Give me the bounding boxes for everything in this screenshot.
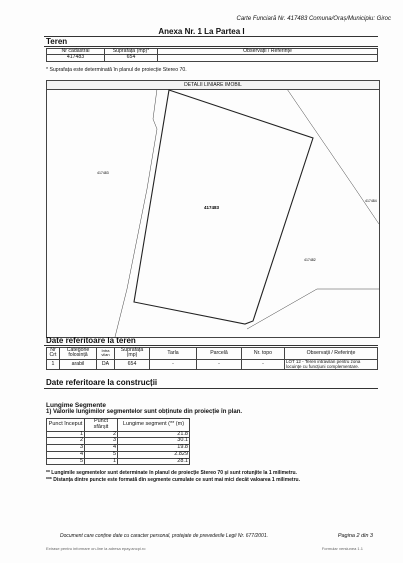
divider (44, 36, 378, 37)
hdr-intravilan: Intra vilan (97, 348, 115, 360)
seg-start: 2 (47, 438, 85, 445)
neighbor-boundary (115, 89, 157, 337)
carte-funciara-header: Carte Funciară Nr. 417483 Comuna/Oraș/Municipiu: Giroc (236, 16, 391, 22)
divider (44, 46, 378, 47)
seg-length: 28.1 (118, 458, 190, 465)
plan-detalii (46, 80, 380, 338)
hdr-lungime: Lungime segment (** (m) (118, 419, 190, 432)
divider (44, 345, 378, 346)
seg-length: 30.1 (118, 438, 190, 445)
hdr-categorie: Categorie folosință (60, 348, 97, 360)
segmente-subtitle: 1) Valorile lungimilor segmentelor sunt obținute din proiecție în plan. (46, 409, 243, 415)
suprafata-note: * Suprafața este determinată în planul de proiecție Stereo 70. (46, 67, 187, 73)
page-number: Pagina 2 din 3 (337, 533, 373, 539)
col-nr-cadastral: Nr cadastral (47, 49, 105, 55)
hdr-punct-sfarsit: Punct sfârșit (85, 419, 118, 432)
seg-length: 21.8 (118, 431, 190, 438)
suprafata-value: 654 (105, 55, 158, 61)
parcel-plan-drawing (47, 89, 379, 337)
constructii-title: Date referitoare la construcții (46, 378, 158, 387)
parcel-outline (134, 90, 313, 324)
segmente-note-1: ** Lungimile segmentelor sunt determinate în planul de proiecție Stereo 70 și sunt rotunjite la 1 milimetru. (46, 470, 297, 476)
col-observatii: Observații / Referințe (158, 49, 378, 55)
neighbor-label: 417482 (304, 258, 316, 262)
seg-start: 4 (47, 451, 85, 458)
cell-intravilan: DA (97, 359, 115, 369)
observatii-value (158, 55, 378, 61)
footer-disclaimer: Document care conține date cu caracter personal, protejate de prevederile Legii Nr. 677/2001. (60, 533, 268, 539)
seg-end: 5 (85, 451, 118, 458)
plan-title: DETALII LINIARE IMOBIL (47, 81, 379, 90)
hdr-nr-crt: Nr Crt (47, 348, 60, 360)
anexa-title: Anexa Nr. 1 La Partea I (158, 27, 245, 36)
parcel-label: 417483 (204, 205, 220, 210)
neighbor-boundary (287, 89, 379, 224)
neighbor-label: 417483 (97, 171, 109, 175)
seg-start: 5 (47, 458, 85, 465)
nr-cadastral-value: 417483 (47, 55, 105, 61)
hdr-punct-inceput: Punct început (47, 419, 85, 432)
col-suprafata: Suprafața (mp)* (105, 49, 158, 55)
teren-title: Teren (46, 37, 68, 46)
cell-tarla: - (150, 359, 197, 369)
date-teren-title: Date referitoare la teren (46, 336, 136, 345)
hdr-parcela: Parcelă (197, 348, 242, 360)
hdr-suprafata: Suprafața (mp) (115, 348, 150, 360)
seg-length: 19.8 (118, 445, 190, 452)
segmente-title: Lungime Segmente (46, 402, 106, 409)
cell-categorie: arabil (60, 359, 97, 369)
neighbor-boundary (247, 289, 379, 329)
hdr-tarla: Tarla (150, 348, 197, 360)
seg-end: 3 (85, 438, 118, 445)
segmente-note-2: *** Distanța dintre puncte este formată din segmente cumulate ce sunt mai mici decât valoarea 1 milimetru. (46, 477, 300, 483)
seg-end: 1 (85, 458, 118, 465)
divider (44, 388, 378, 389)
segmente-table (46, 418, 190, 465)
seg-length: 2.829 (118, 451, 190, 458)
hdr-nr-topo: Nr. topo (242, 348, 285, 360)
seg-start: 3 (47, 445, 85, 452)
cell-observatii: LOT 12 - Teren intravilan pentru zona locuințe cu funcțiuni complementare. (285, 359, 378, 369)
neighbor-label: 417484 (365, 199, 377, 203)
seg-end: 4 (85, 445, 118, 452)
hdr-observatii: Observații / Referințe (285, 348, 378, 360)
footer-extras-link[interactable]: Extrase pentru informare on-line la adresa epay.ancpi.ro (46, 546, 146, 551)
cell-suprafata: 654 (115, 359, 150, 369)
cell-parcela: - (197, 359, 242, 369)
footer-formular: Formular versiunea 1.1 (321, 546, 363, 551)
teren-table (46, 48, 378, 62)
seg-end: 2 (85, 431, 118, 438)
cell-nr-crt: 1 (47, 359, 60, 369)
date-teren-table (46, 347, 378, 370)
cell-nr-topo: - (242, 359, 285, 369)
seg-start: 1 (47, 431, 85, 438)
